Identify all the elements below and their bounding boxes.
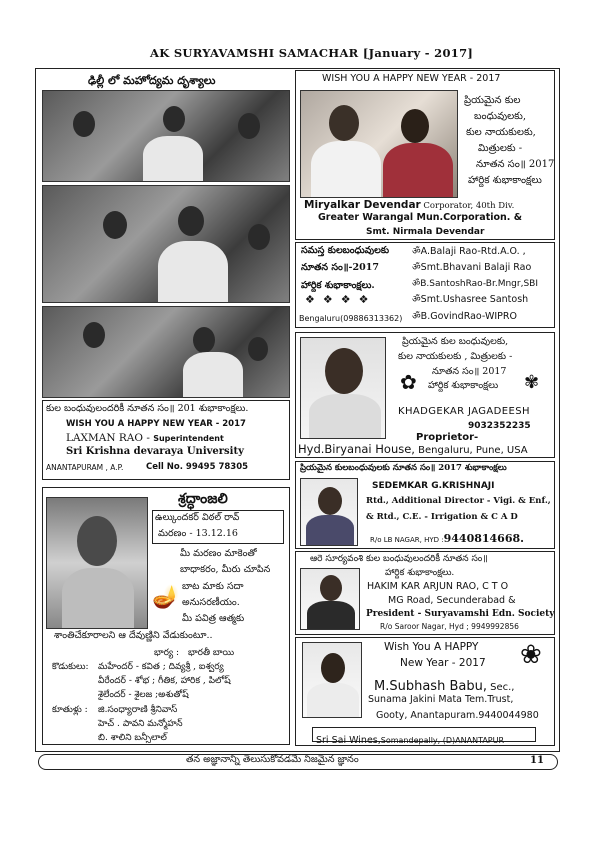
laxman-org: Sri Krishna devaraya University: [66, 446, 244, 457]
jagadeesh-shop: Hyd.Biryanai House,: [298, 442, 415, 456]
shraddhanjali-title: శ్రద్ధాంజలి: [178, 491, 228, 507]
balaji-name-3: ॐB.SantoshRao-Br.Mngr,SBI: [412, 279, 538, 289]
flower-icon: ✾: [524, 372, 540, 393]
jagadeesh-phone: 9032352235: [468, 421, 531, 431]
subhash-address: Gooty, Anantapuram.9440044980: [376, 710, 539, 721]
devendar-greet-6: హార్దిక శుభాకాంక్షలు: [468, 175, 542, 186]
deceased-name: ఉల్కుందకర్ విఠల్ రావ్: [155, 512, 240, 523]
jagadeesh-greet-2: కుల నాయకులకు , మిత్రులకు -: [398, 351, 513, 362]
tribute-line-2: బాధాకరం, మీరు చూపిన: [180, 564, 271, 575]
jagadeesh-name: KHADGEKAR JAGADEESH: [398, 406, 530, 417]
deceased-photo: [46, 497, 148, 629]
wife-name: భారతీ బాయి: [188, 648, 235, 658]
delhi-title: ఢిల్లీ లో మహోద్యమ దృశ్యాలు: [88, 74, 216, 87]
son-2: వీరేందర్ - శోభ ; గీతిక, హారిక , పిలోష్: [98, 676, 231, 686]
subhash-name-line: [374, 676, 515, 695]
son-3: శైలేందర్ - శైలజ ;అశుతోష్: [98, 690, 189, 700]
devendar-name: Miryalkar Devendar: [304, 199, 421, 211]
arjun-greet-2: హార్దిక శుభాకాంక్షలు.: [385, 568, 455, 578]
daughter-3: బి. శాలిని బన్సీలాల్: [98, 733, 167, 743]
tribute-line-1: మీ మరణం మాకెంతో: [180, 548, 257, 559]
balaji-name-5: ॐB.GovindRao-WIPRO: [412, 311, 517, 322]
devendar-name-line: [304, 199, 514, 212]
krishnaji-greet: ప్రియమైన కులబంధువులకు నూతన సం॥ 2017 శుభాకాంక్షలు: [300, 463, 507, 473]
daughters-label: కూతుళ్లు :: [52, 705, 88, 715]
arjun-line-2: President - Suryavamshi Edn. Society: [366, 609, 555, 619]
wines-name: Sri Sai Wines,: [316, 735, 381, 746]
devendar-greet-3: కుల నాయకులకు,: [466, 127, 536, 138]
balaji-greet-1: సమస్త కులబంధువులకు: [301, 245, 390, 256]
subhash-trust: Sunama Jakini Mata Tem.Trust,: [368, 694, 514, 705]
krishnaji-address: R/o LB NAGAR, HYD :: [370, 536, 444, 544]
son-1: మహేందర్ - కవిత ; దివ్యశ్రీ , ఐశ్వర్య: [98, 662, 224, 672]
bullet-icon: ॐ: [412, 246, 421, 257]
daughter-2: హెచ్ . పావని మన్మోహన్: [98, 719, 183, 729]
arjun-name: HAKIM KAR ARJUN RAO, C T O: [367, 581, 509, 592]
bullet-icon: ॐ: [412, 279, 421, 289]
subhash-photo: [302, 642, 362, 718]
deceased-date: మరణం - 13.12.16: [158, 528, 238, 539]
footer-quote: తన అజ్ఞానాన్ని తెలుసుకోవడమే నిజమైన జ్ఞానం: [186, 754, 359, 765]
delhi-photo-1: [42, 90, 290, 182]
krishnaji-address-line: [370, 528, 524, 546]
devendar-role: Corporator, 40th Div.: [420, 201, 515, 211]
subhash-wish-2: New Year - 2017: [400, 657, 486, 669]
devendar-greet-1: ప్రియమైన కుల: [464, 95, 521, 106]
flower-icon: ✿: [400, 370, 417, 394]
laxman-role: Superintendent: [153, 434, 224, 443]
krishnaji-phone: 9440814668.: [443, 532, 524, 545]
diya-icons: ❖❖❖❖: [305, 293, 377, 306]
laxman-wish: WISH YOU A HAPPY NEW YEAR - 2017: [66, 419, 246, 429]
subhash-name: M.Subhash Babu,: [374, 679, 487, 694]
arjun-greet-1: ఆరె సూర్యవంశి కుల బంధువులందరికీ నూతన సం॥: [310, 554, 488, 564]
arjun-line-1: MG Road, Secunderabad &: [388, 595, 516, 606]
devendar-photo: [300, 90, 458, 198]
laxman-telugu-greeting: కుల బంధువులందరికీ నూతన సం॥ 201 శుభాకాంక్షలు.: [46, 403, 249, 414]
devendar-wish: WISH YOU A HAPPY NEW YEAR - 2017: [322, 73, 501, 84]
arjun-address: R/o Saroor Nagar, Hyd ; 9949992856: [380, 622, 519, 631]
bullet-icon: ॐ: [412, 262, 421, 273]
krishnaji-line-1: Rtd., Additional Director - Vigi. & Enf.,: [366, 496, 551, 506]
laxman-name-line: [66, 432, 224, 444]
jagadeesh-shop-place: Bengaluru, Pune, USA: [414, 445, 528, 456]
laxman-place: ANANTAPURAM , A.P.: [46, 463, 124, 472]
balaji-name-1: ॐA.Balaji Rao-Rtd.A.O. ,: [412, 246, 526, 257]
laxman-name: LAXMAN RAO -: [66, 432, 154, 444]
rose-icon: ❀: [520, 640, 542, 670]
page-number: 11: [530, 755, 544, 766]
balaji-name-4: ॐSmt.Ushasree Santosh: [412, 294, 529, 305]
devendar-greet-4: మిత్రులకు -: [478, 143, 523, 154]
devendar-greet-5: నూతన సం॥ 2017: [476, 159, 555, 170]
bullet-icon: ॐ: [412, 294, 421, 305]
subhash-sec: Sec.,: [486, 682, 515, 693]
balaji-greet-2: నూతన సం॥-2017: [301, 262, 379, 273]
devendar-corp: Greater Warangal Mun.Corporation. &: [318, 212, 522, 223]
delhi-photo-2: [42, 185, 290, 303]
subhash-wish-1: Wish You A HAPPY: [384, 641, 479, 653]
balaji-place: Bengaluru(09886313362): [299, 314, 403, 323]
page-header: AK SURYAVAMSHI SAMACHAR [January - 2017]: [150, 46, 474, 60]
laxman-cell: Cell No. 99495 78305: [146, 462, 249, 472]
jagadeesh-proprietor: Proprietor-: [416, 432, 479, 443]
jagadeesh-greet-4: హార్దిక శుభాకాంక్షలు: [428, 380, 499, 391]
bullet-icon: ॐ: [412, 311, 421, 322]
tribute-line-5: మీ పవిత్ర ఆత్మకు: [182, 613, 245, 624]
delhi-photo-3: [42, 306, 290, 398]
devendar-greet-2: బంధువులకు,: [474, 111, 527, 122]
krishnaji-photo: [300, 478, 358, 546]
jagadeesh-shop-line: [298, 443, 528, 457]
tribute-line-4: అనుసరణీయం.: [182, 597, 240, 608]
devendar-wife: Smt. Nirmala Devendar: [366, 227, 485, 237]
jagadeesh-greet-3: నూతన సం॥ 2017: [432, 366, 507, 377]
balaji-greet-3: హార్దిక శుభాకాంక్షలు.: [301, 280, 375, 291]
jagadeesh-photo: [300, 337, 386, 439]
arjun-photo: [300, 568, 360, 630]
daughter-1: జి.సంధ్యారాణి శ్రీనివాస్: [98, 705, 178, 715]
wines-place: Somandepally, (D)ANANTAPUR: [380, 736, 505, 745]
krishnaji-name: SEDEMKAR G.KRISHNAJI: [372, 481, 495, 491]
oil-lamp-icon: 🪔: [152, 585, 180, 610]
jagadeesh-greet-1: ప్రియమైన కుల బంధువులకు,: [402, 336, 509, 347]
wines-line: [316, 729, 504, 747]
krishnaji-line-2: & Rtd., C.E. - Irrigation & C A D: [366, 512, 518, 522]
balaji-name-2: ॐSmt.Bhavani Balaji Rao: [412, 262, 532, 273]
wife-label: భార్య :: [154, 648, 180, 658]
tribute-line-6: శాంతిచేకూరాలని ఆ దేవుణ్ణిని వేడుకుంటూ..: [54, 630, 213, 641]
tribute-line-3: బాట మాకు సదా: [182, 581, 244, 592]
sons-label: కొడుకులు:: [52, 662, 89, 672]
